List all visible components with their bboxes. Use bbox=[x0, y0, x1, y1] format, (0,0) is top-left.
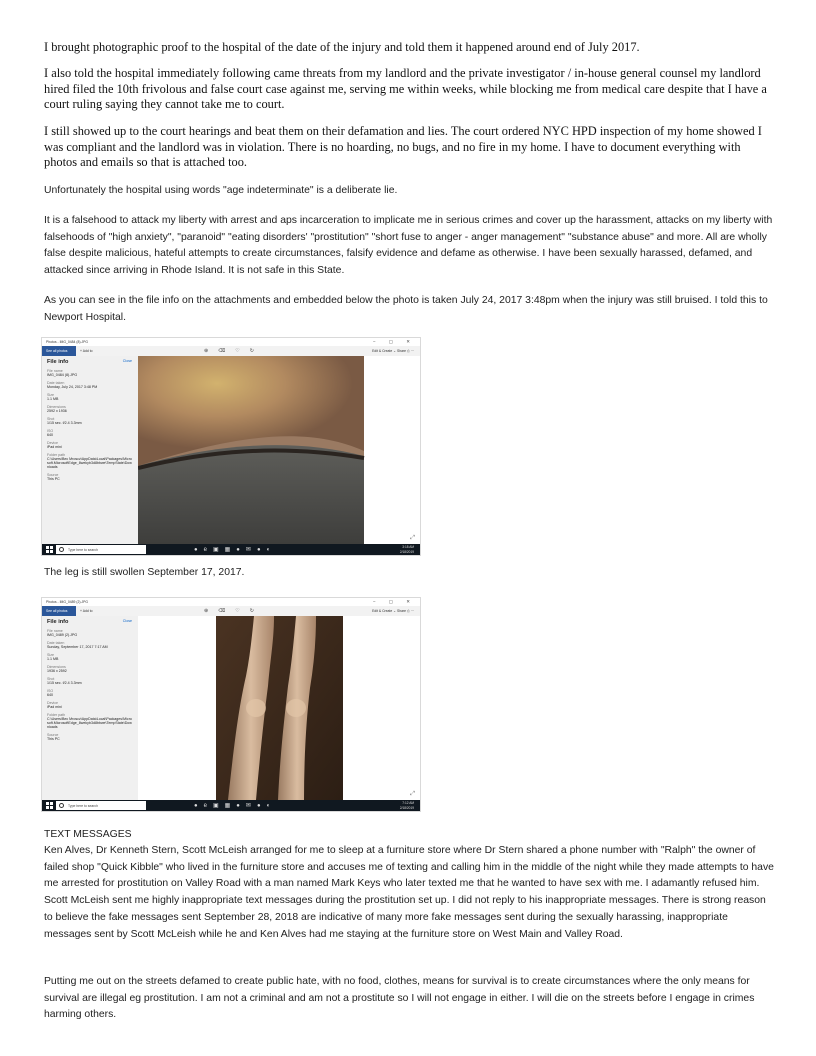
file-info-panel bbox=[42, 616, 138, 800]
text-messages-body: Ken Alves, Dr Kenneth Stern, Scott McLeish arranged for me to sleep at a furniture store where Dr Stern shared a phone number with "Ralph" the owner of failed shop "Quick Kibble" who lived in the furniture store and accuses me of texting and calling him in the middle of the night while they made attempts to have me arrested for prostitution on Valley Road with a man named Mark Keys who later texted me that he wanted to have sex with me. I adamantly refused him. Scott McLeish sent me highly inappropriate text messages during the prostitution set up. I did not reply to his inappropriate messages. There is strong reason to believe the fake messages sent September 28, 2018 are indicative of many more fake messages sent during the sexually harassing, inappropriate messages sent by Scott McLeish while he and Ken Alves had me staying at the furniture store on West Main and Valley Road. bbox=[44, 845, 774, 940]
field-label: Dimensions bbox=[47, 405, 66, 409]
closing-paragraph: Putting me out on the streets defamed to create public hate, with no food, clothes, means for survival is to create circumstances where the only means for survival are illegal eg prostitution. I am not a criminal and am not a prostitute so I will not engage in either. I will die on the streets before I engage in crimes harming others. bbox=[44, 976, 755, 1021]
field-label: Dimensions bbox=[47, 665, 66, 669]
taskbar-app-icons[interactable]: ●e▣▦●✉●◐ bbox=[194, 547, 277, 553]
system-tray-clock[interactable]: 7:12 AM 2/18/2019 bbox=[399, 801, 414, 810]
field-label: Size bbox=[47, 393, 54, 397]
photos-app-screenshot-1 bbox=[41, 337, 421, 556]
taskbar-app-icons[interactable]: ●e▣▦●✉●◐ bbox=[194, 803, 277, 809]
field-value: iPad mini bbox=[47, 705, 62, 709]
section-heading-text-messages: TEXT MESSAGES bbox=[44, 829, 132, 840]
expand-icon[interactable]: ⤢ bbox=[410, 791, 415, 797]
file-info-title: File info bbox=[47, 619, 69, 625]
field-value: Sunday, September 17, 2017 7:17 AM bbox=[47, 645, 108, 649]
window-titlebar bbox=[42, 598, 420, 606]
photos-toolbar bbox=[42, 346, 420, 356]
field-label: Device bbox=[47, 701, 58, 705]
close-link[interactable]: Close bbox=[122, 619, 132, 623]
field-value: This PC bbox=[47, 737, 60, 741]
window-title: Photos - IMG_0489 (2).JPG bbox=[46, 600, 89, 604]
field-value: 1936 x 2592 bbox=[47, 669, 67, 673]
see-all-photos-button[interactable]: See all photos bbox=[42, 606, 76, 616]
field-label: Folder path bbox=[47, 453, 66, 457]
field-value: Monday, July 24, 2017 3:48 PM bbox=[47, 385, 98, 389]
paragraph-4: Unfortunately the hospital using words "age indeterminate" is a deliberate lie. bbox=[44, 185, 398, 196]
injury-photo bbox=[138, 356, 420, 544]
paragraph-5: It is a falsehood to attack my liberty with arrest and aps incarceration to implicate me in serious crimes and cover up the harassment, attacks on my liberty with falsehoods of "high anxiety", "paranoid" "eating disorders' "prostitution" "short fuse to anger - anger management" "substance abuse" and more. All are wholly false despite malicious, hateful attempts to create circumstances, falsify evidence and defame as otherwise. I have been sexually harassed, defamed, and attacked since arriving in Rhode Island. It is not safe in this State. bbox=[44, 215, 773, 277]
field-label: Folder path bbox=[47, 713, 66, 717]
field-value: 640 bbox=[47, 693, 53, 697]
system-tray-clock[interactable]: 3:18 AM 2/18/2019 bbox=[399, 545, 414, 554]
photos-app-screenshot-2 bbox=[41, 597, 421, 812]
photo-viewer bbox=[138, 356, 420, 544]
field-label: Shot bbox=[47, 677, 55, 681]
windows-start-icon[interactable] bbox=[46, 546, 53, 553]
field-value: C:\Users\Bec Mroscz\AppData\Local\Packages\Microsoft.MicrosoftEdge_8wekyb3d8bbwe\TempState\Downloads bbox=[47, 457, 132, 469]
field-value: IMG_0484 (8).JPG bbox=[47, 373, 78, 377]
field-value: 1.1 MB bbox=[47, 657, 59, 661]
field-value: IMG_0489 (2).JPG bbox=[47, 633, 78, 637]
field-label: Date taken bbox=[47, 641, 65, 645]
zoom-delete-favorite-rotate-icons[interactable]: ⊕⌫♡↻ bbox=[204, 608, 264, 614]
photo-viewer bbox=[138, 616, 420, 800]
paragraph-3: I still showed up to the court hearings and beat them on their defamation and lies. The court ordered NYC HPD inspection of my home showed I was compliant and the landlord was in violation. There is no hoarding, no bugs, and no fire in my home. I have to document everything with photos and emails so that is attached too. bbox=[44, 124, 762, 169]
window-controls[interactable]: − ▢ ✕ bbox=[372, 339, 416, 344]
file-info-title: File info bbox=[47, 359, 69, 365]
field-label: Shot bbox=[47, 417, 55, 421]
field-label: ISO bbox=[47, 429, 54, 433]
close-link[interactable]: Close bbox=[122, 359, 132, 363]
field-value: 640 bbox=[47, 433, 53, 437]
file-info-panel bbox=[42, 356, 138, 544]
field-value: 2592 x 1936 bbox=[47, 409, 67, 413]
field-value: 1.1 MB bbox=[47, 397, 59, 401]
field-value: 1/15 sec. f/2.4 3.3mm bbox=[47, 421, 82, 425]
add-to-button[interactable]: + Add to bbox=[80, 609, 93, 613]
taskbar-search-box[interactable]: Type here to search bbox=[56, 545, 146, 554]
see-all-photos-button[interactable]: See all photos bbox=[42, 346, 76, 356]
taskbar-search-box[interactable]: Type here to search bbox=[56, 801, 146, 810]
field-label: Size bbox=[47, 653, 54, 657]
paragraph-2: I also told the hospital immediately following came threats from my landlord and the private investigator / in-house general counsel my landlord hired filed the 10th frivolous and false court case against me, serving me within weeks, while blocking me from medical care despite that I have a court ruling saying they cannot take me to court. bbox=[44, 66, 767, 111]
field-label: File name bbox=[47, 369, 63, 373]
edit-share-print-tools[interactable]: Edit & Create ⌄ Share ⎙ ··· bbox=[372, 349, 414, 353]
legs-photo bbox=[138, 616, 420, 800]
field-value: 1/15 sec. f/2.4 3.3mm bbox=[47, 681, 82, 685]
field-label: File name bbox=[47, 629, 63, 633]
zoom-delete-favorite-rotate-icons[interactable]: ⊕⌫♡↻ bbox=[204, 348, 264, 354]
field-value: C:\Users\Bec Mroscz\AppData\Local\Packages\Microsoft.MicrosoftEdge_8wekyb3d8bbwe\TempState\Downloads bbox=[47, 717, 132, 729]
expand-icon[interactable]: ⤢ bbox=[410, 535, 415, 541]
field-label: Source bbox=[47, 733, 59, 737]
window-controls[interactable]: − ▢ ✕ bbox=[372, 599, 416, 604]
windows-taskbar bbox=[42, 544, 420, 555]
window-titlebar bbox=[42, 338, 420, 346]
windows-taskbar bbox=[42, 800, 420, 811]
paragraph-1: I brought photographic proof to the hospital of the date of the injury and told them it happened around end of July 2017. bbox=[44, 40, 640, 54]
paragraph-6: As you can see in the file info on the attachments and embedded below the photo is taken July 24, 2017 3:48pm when the injury was still bruised. I told this to Newport Hospital. bbox=[44, 295, 768, 323]
field-label: Date taken bbox=[47, 381, 65, 385]
add-to-button[interactable]: + Add to bbox=[80, 349, 93, 353]
caption-swollen-leg: The leg is still swollen September 17, 2017. bbox=[44, 567, 245, 578]
field-label: Device bbox=[47, 441, 58, 445]
field-label: ISO bbox=[47, 689, 54, 693]
field-value: iPad mini bbox=[47, 445, 62, 449]
edit-share-print-tools[interactable]: Edit & Create ⌄ Share ⎙ ··· bbox=[372, 609, 414, 613]
windows-start-icon[interactable] bbox=[46, 802, 53, 809]
window-title: Photos - IMG_0484 (8).JPG bbox=[46, 340, 89, 344]
field-value: This PC bbox=[47, 477, 60, 481]
photos-toolbar bbox=[42, 606, 420, 616]
field-label: Source bbox=[47, 473, 59, 477]
